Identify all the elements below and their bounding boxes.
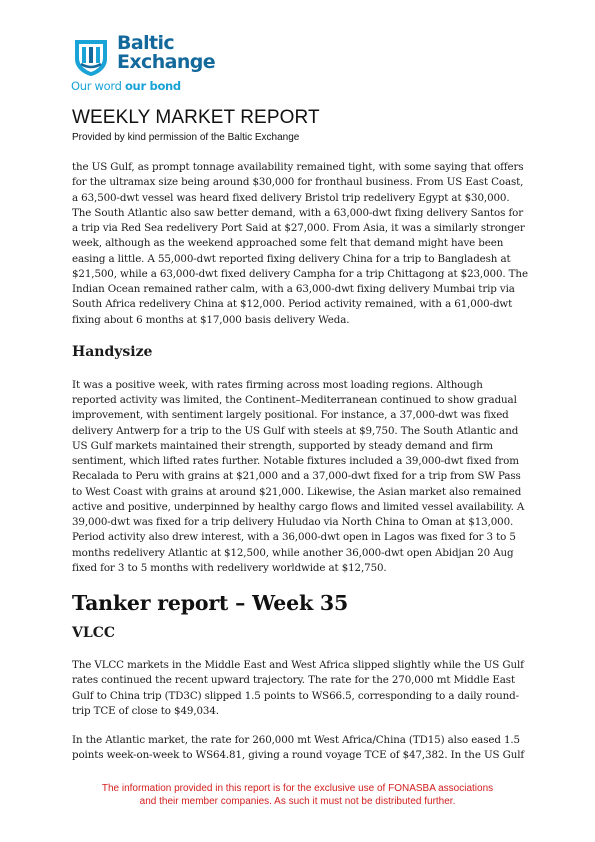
disclaimer-line-1: The information provided in this report is for the exclusive use of FONASBA associations <box>101 783 494 794</box>
logo-name-line2: Exchange <box>117 51 216 73</box>
disclaimer-line-2: and their member companies. As such it must not be distributed further. <box>139 796 456 807</box>
tanker-report-heading: Tanker report – Week 35 <box>72 591 349 615</box>
baltic-exchange-emblem-icon <box>71 37 111 77</box>
ultramax-continued-paragraph: the US Gulf, as prompt tonnage availability remained tight, with some saying that offers for the ultramax size being around $30,000 for fronthaul business. From US East Coast, a 63,500-dwt vessel was heard fixed delivery Bristol trip redelivery Egypt at $30,000. The South Atlantic also saw better demand, with a 63,000-dwt fixing delivery Santos for a trip via Red Sea redelivery Port Said at $27,000. From Asia, it was a similarly stronger week, although as the weekend approached some felt that demand might have been easing a little. A 55,000-dwt reported fixing delivery China for a trip to Bangladesh at $21,500, while a 63,000-dwt fixed delivery Campha for a trip Chittagong at $23,000. The Indian Ocean remained rather calm, with a 63,000-dwt fixing delivery Mumbai trip via South Africa redelivery China at $12,000. Period activity remained, with a 61,000-dwt fixing about 6 months at $17,000 basis delivery Weda. <box>72 161 528 326</box>
logo-tagline <box>71 79 181 93</box>
vlcc-paragraph-1: The VLCC markets in the Middle East and West Africa slipped slightly while the US Gulf rates continued the recent upward trajectory. The rate for the 270,000 mt Middle East Gulf to China trip (TD3C) slipped 1.5 points to WS66.5, corresponding to a daily round-trip TCE of close to $49,034. <box>72 659 524 717</box>
vlcc-paragraph-2: In the Atlantic market, the rate for 260,000 mt West Africa/China (TD15) also eased 1.5 points week-on-week to WS64.81, giving a round voyage TCE of $47,382. In the US Gulf <box>72 734 525 762</box>
paragraph-spacer <box>72 719 528 733</box>
logo-name-line1: Baltic <box>117 32 175 54</box>
report-title: WEEKLY MARKET REPORT <box>72 107 320 128</box>
handysize-paragraph: It was a positive week, with rates firming across most loading regions. Although reported activity was limited, the Continent–Mediterranean continued to show gradual improvement, with sentiment largely positional. For instance, a 37,000-dwt was fixed delivery Antwerp for a trip to the US Gulf with steels at $9,750. The South Atlantic and US Gulf markets maintained their strength, supported by steady demand and firm sentiment, which lifted rates further. Notable fixtures included a 39,000-dwt fixed from Recalada to Peru with grains at $21,000 and a 37,000-dwt fixed for a trip from SW Pass to West Coast with grains at around $21,000. Likewise, the Asian market also remained active and positive, underpinned by healthy cargo flows and limited vessel availability. A 39,000-dwt was fixed for a trip delivery Huludao via North China to Oman at $13,000. Period activity also drew interest, with a 36,000-dwt open in Lagos was fixed for 3 to 5 months redelivery Atlantic at $12,500, while another 36,000-dwt open Abidjan 20 Aug fixed for 3 to 5 months with redelivery worldwide at $12,750. <box>72 378 525 574</box>
vlcc-heading: VLCC <box>72 625 115 641</box>
logo-tagline-bold: our bond <box>124 79 181 93</box>
logo-wordmark <box>117 34 215 72</box>
report-subtitle: Provided by kind permission of the Baltic Exchange <box>72 132 300 143</box>
distribution-disclaimer <box>60 782 535 808</box>
report-body <box>72 160 528 764</box>
logo-tagline-prefix: Our word <box>71 79 125 93</box>
handysize-heading: Handysize <box>72 343 153 360</box>
baltic-exchange-logo <box>71 34 231 96</box>
